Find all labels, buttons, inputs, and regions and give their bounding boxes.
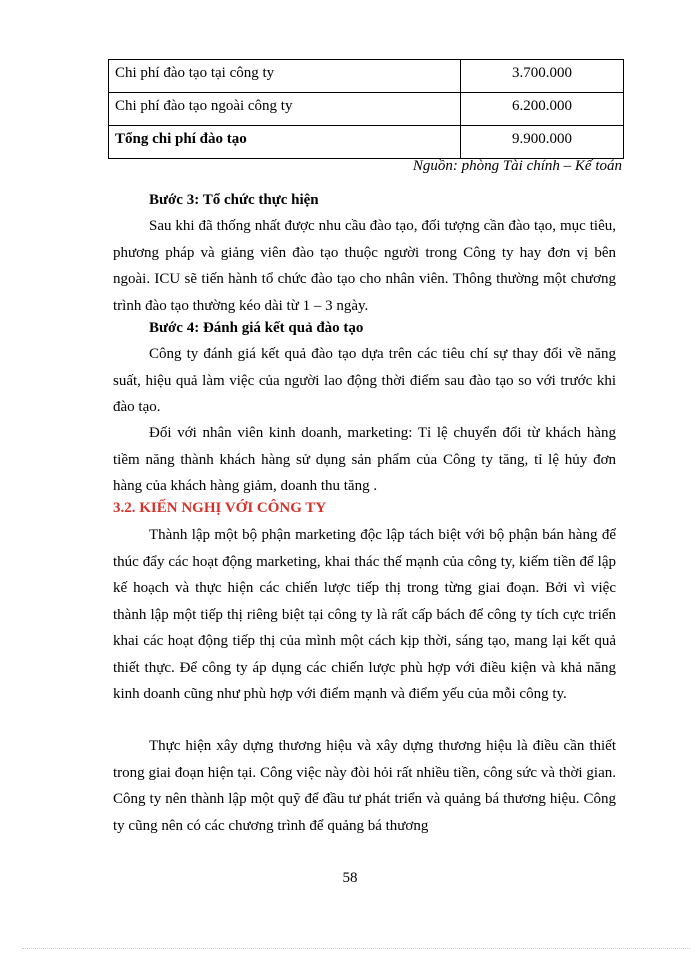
table-cell-value: 9.900.000 <box>461 126 624 159</box>
table-source-note: Nguồn: phòng Tài chính – Kế toán <box>412 158 622 174</box>
training-cost-table <box>108 59 624 159</box>
table-row-total <box>109 126 624 159</box>
table-cell-value: 6.200.000 <box>461 93 624 126</box>
step3-paragraph: Sau khi đã thống nhất được nhu cầu đào tạo, đối tượng cần đào tạo, mục tiêu, phương pháp và giảng viên đào tạo thuộc người trong Công ty hay đơn vị bên ngoài. ICU sẽ tiến hành tổ chức đào tạo cho nhân viên. Thông thường một chương trình đào tạo thường kéo dài từ 1 – 3 ngày. <box>113 218 616 314</box>
table-cell-label: Tổng chi phí đào tạo <box>109 126 461 159</box>
section-paragraph-1: Thành lập một bộ phận marketing độc lập tách biệt với bộ phận bán hàng để thúc đẩy các hoạt động marketing, khai thác thế mạnh của công ty, kiếm tiền để lập kế hoạch và thực hiện các chiến lược tiếp thị trong từng giai đoạn. Bởi vì việc thành lập một tiếp thị riêng biệt tại công ty là rất cấp bách để công ty tích cực triển khai các hoạt động tiếp thị của mình một cách kịp thời, sáng tạo, mang lại kết quả thiết thực. Để công ty áp dụng các chiến lược phù hợp với điều kiện và khả năng kinh doanh cũng như phù hợp với điểm mạnh và điểm yếu của mỗi công ty. <box>113 527 616 702</box>
table-row <box>109 60 624 93</box>
step4-heading: Bước 4: Đánh giá kết quả đào tạo <box>149 320 364 336</box>
table-row <box>109 93 624 126</box>
table-cell-label: Chi phí đào tạo tại công ty <box>109 60 461 93</box>
section-heading: 3.2. KIẾN NGHỊ VỚI CÔNG TY <box>113 500 327 516</box>
step3-heading: Bước 3: Tổ chức thực hiện <box>149 192 319 208</box>
page-number: 58 <box>342 870 358 886</box>
step4-paragraph-1: Công ty đánh giá kết quả đào tạo dựa trên các tiêu chí sự thay đổi về năng suất, hiệu quả làm việc của người lao động thời điểm sau đào tạo so với trước khi đào tạo. <box>113 346 616 415</box>
section-paragraph-2: Thực hiện xây dựng thương hiệu và xây dựng thương hiệu là điều cần thiết trong giai đoạn hiện tại. Công việc này đòi hỏi rất nhiều tiền, công sức và thời gian. Công ty nên thành lập một quỹ để đầu tư phát triển và quảng bá thương hiệu. Công ty cũng nên có các chương trình để quảng bá thương <box>113 738 616 834</box>
page-bottom-divider <box>22 948 690 949</box>
table-cell-value: 3.700.000 <box>461 60 624 93</box>
step4-paragraph-2: Đối với nhân viên kinh doanh, marketing: Tỉ lệ chuyển đổi từ khách hàng tiềm năng thành khách hàng sử dụng sản phẩm của Công ty tăng, tỉ lệ hủy đơn hàng của khách hàng giảm, doanh thu tăng . <box>113 425 616 494</box>
table-cell-label: Chi phí đào tạo ngoài công ty <box>109 93 461 126</box>
